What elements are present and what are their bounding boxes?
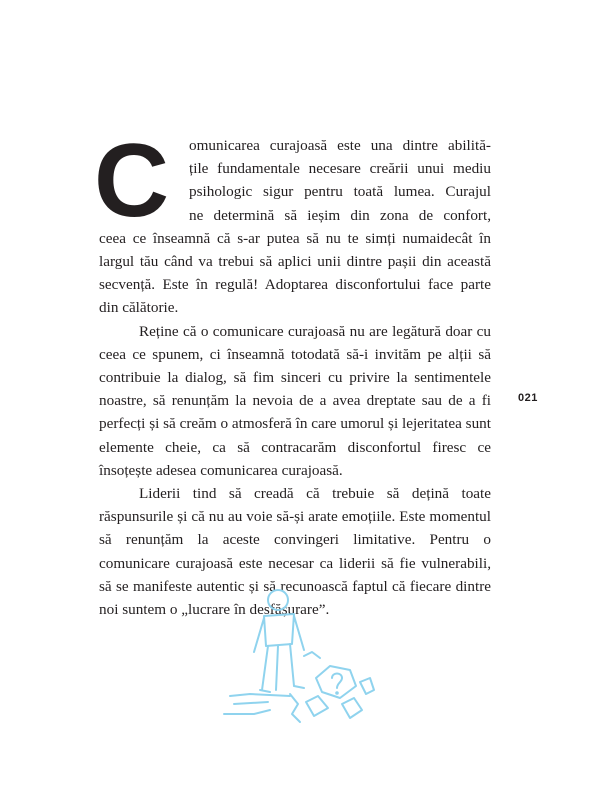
text-line: ne determină să ieșim din zona de confort, — [189, 206, 491, 224]
text-line: psihologic sigur pentru toată lumea. Curajul — [189, 183, 491, 201]
text-line: secvență. Este în regulă! Adoptarea disconfortului face parte — [99, 276, 491, 294]
drop-cap: C — [94, 123, 170, 239]
text-line: din călătorie. — [99, 299, 179, 317]
text-line: țile fundamentale necesare creării unui mediu — [189, 160, 491, 178]
paragraph-two: Reține că o comunicare curajoasă nu are legătură doar cu ceea ce spunem, ci înseamnă totodată să-i invităm pe alții să contribuie la dialog, să fim sinceri cu privire la sentimentele noastre, să renunțăm la nevoia de a avea dreptate sau de a fi perfecți și să creăm o atmosferă în care umorul și lejeritatea sunt elemente cheie, ca să contracarăm disconfortul firesc ce însoțește adesea comunicarea curajoasă. — [99, 322, 491, 479]
text-line: largul tău când va trebui să aplici unii dintre pașii din această — [99, 253, 491, 271]
body-text — [94, 123, 491, 621]
paragraph-three: Liderii tind să creadă că trebuie să dețină toate răspunsurile și că nu au voie să-și arate emoțiile. Este momentul să renunțăm la aceste convingeri limitative. Pentru o comunicare curajoasă este necesar ca liderii să fie vulnerabili, să se manifeste autentic și să recunoască faptul că fiecare dintre noi suntem o „lucrare în desfășurare”. — [99, 485, 491, 619]
text-line: ceea ce înseamnă că s-ar putea să nu te simți numaidecât în — [99, 229, 491, 247]
person-standing-at-edge-with-question-mark-icon — [220, 586, 380, 726]
text-line: omunicarea curajoasă este una dintre abilită- — [189, 137, 491, 154]
page-number: 021 — [518, 392, 538, 404]
